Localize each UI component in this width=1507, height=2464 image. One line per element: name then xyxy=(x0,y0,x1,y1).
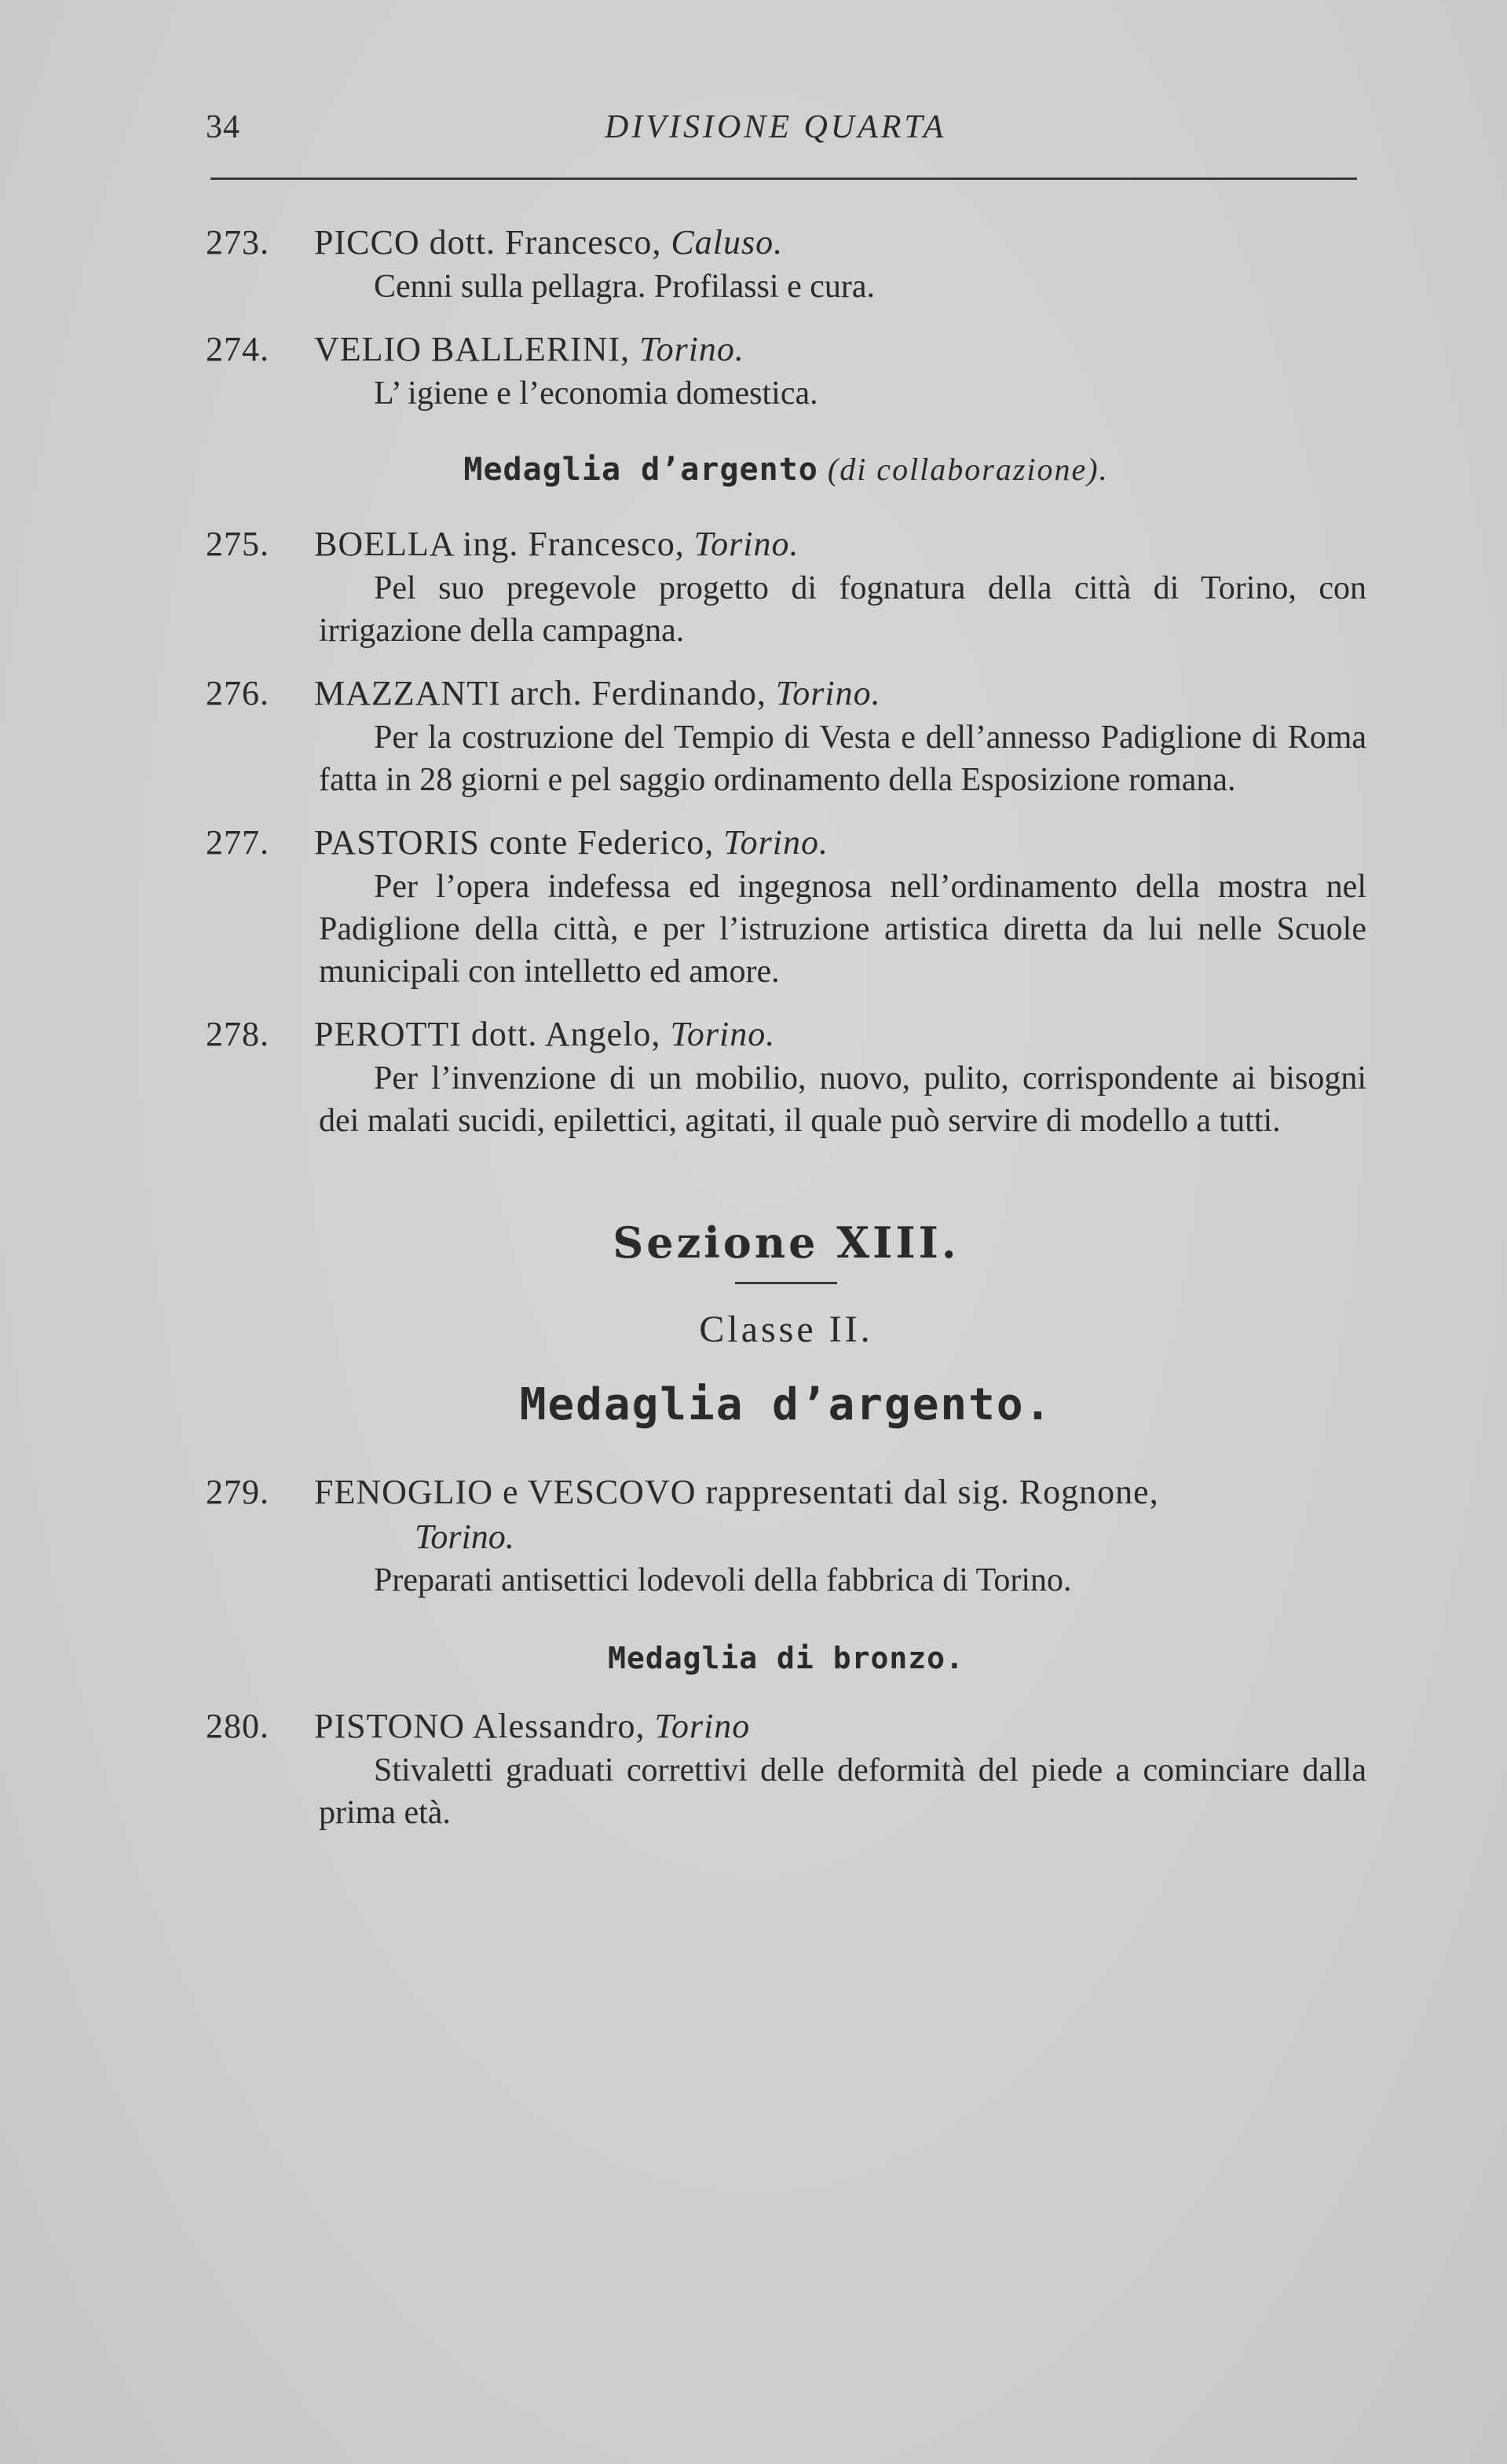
entry-name: FENOGLIO e VESCOVO rappresentati dal sig. Rognone, xyxy=(314,1473,1159,1511)
entry-description: Preparati antisettici lodevoli della fabbrica di Torino. xyxy=(374,1562,1072,1598)
entry-person: PICCO dott. Francesco, xyxy=(314,223,671,262)
entry-number: 279. xyxy=(206,1473,269,1511)
medal-bronze-heading: Medaglia di bronzo. xyxy=(608,1641,964,1675)
entry-275 xyxy=(206,522,1366,652)
entry-city: Torino. xyxy=(639,330,744,368)
entry-name xyxy=(314,1704,1366,1749)
entry-head xyxy=(206,1012,1366,1057)
page-content xyxy=(206,220,1366,1853)
entry-person: MAZZANTI arch. Ferdinando, xyxy=(314,674,776,712)
entry-name xyxy=(314,820,1366,866)
entry-280 xyxy=(206,1704,1366,1834)
page-header xyxy=(206,108,1360,156)
entry-city: Torino xyxy=(654,1707,751,1745)
entry-person: PEROTTI dott. Angelo, xyxy=(314,1015,671,1053)
entry-name xyxy=(314,327,1366,372)
entry-278 xyxy=(206,1012,1366,1142)
entry-name xyxy=(314,220,1366,265)
entry-number: 274. xyxy=(206,330,269,368)
medal-qualifier: (di collaborazione). xyxy=(827,452,1109,487)
entry-head xyxy=(206,820,1366,866)
entry-description: Per la costruzione del Tempio di Vesta e dell’annesso Padiglione di Roma fatta in 28 giorni e pel saggio ordinamento della Esposizione romana. xyxy=(319,719,1366,798)
entry-city: Torino. xyxy=(670,1015,776,1053)
entry-description: L’ igiene e l’economia domestica. xyxy=(374,375,818,412)
entry-description: Stivaletti graduati correttivi delle deformità del piede a cominciare dalla prima età. xyxy=(319,1752,1366,1831)
entry-274 xyxy=(206,327,1366,415)
entry-description: Per l’invenzione di un mobilio, nuovo, pulito, corrispondente ai bisogni dei malati sucidi, epilettici, agitati, il quale può servire di modello a tutti. xyxy=(319,1060,1366,1139)
entry-person: BOELLA ing. Francesco, xyxy=(314,525,694,563)
entry-city: Torino. xyxy=(723,823,829,862)
entry-head xyxy=(206,220,1366,265)
running-head: DIVISIONE QUARTA xyxy=(605,109,947,145)
entry-number: 273. xyxy=(206,223,269,262)
entry-description: Per l’opera indefessa ed ingegnosa nell’ordinamento della mostra nel Padiglione della città, e per l’istruzione artistica diretta da lui nelle Scuole municipali con intelletto ed amore. xyxy=(319,869,1366,990)
entry-city: Torino. xyxy=(775,674,881,712)
entry-description: Pel suo pregevole progetto di fognatura della città di Torino, con irrigazione della campagna. xyxy=(319,570,1366,649)
header-rule xyxy=(210,178,1357,180)
entry-number: 275. xyxy=(206,525,269,563)
entry-number: 276. xyxy=(206,674,269,712)
section-rule xyxy=(735,1282,837,1284)
entry-277 xyxy=(206,820,1366,993)
entry-276 xyxy=(206,671,1366,801)
medal-label: Medaglia d’argento xyxy=(463,452,818,488)
entry-city: Torino. xyxy=(693,525,799,563)
entry-number: 280. xyxy=(206,1707,269,1745)
entry-name xyxy=(314,671,1366,716)
entry-person: VELIO BALLERINI, xyxy=(314,330,640,368)
entry-person: PASTORIS conte Federico, xyxy=(314,823,724,862)
entry-person: PISTONO Alessandro, xyxy=(314,1707,655,1745)
section-title: Sezione XIII. xyxy=(613,1217,960,1268)
medal-silver-heading: Medaglia d’argento. xyxy=(519,1379,1053,1430)
entry-name xyxy=(314,1012,1366,1057)
entry-head xyxy=(206,671,1366,716)
page-number: 34 xyxy=(206,109,240,145)
entry-head xyxy=(206,522,1366,567)
entry-273 xyxy=(206,220,1366,308)
entry-city: Torino. xyxy=(415,1518,514,1556)
entry-city: Caluso. xyxy=(671,223,784,262)
entry-description: Cenni sulla pellagra. Profilassi e cura. xyxy=(374,269,875,305)
class-heading: Classe II. xyxy=(699,1309,873,1350)
entry-name xyxy=(314,522,1366,567)
entry-279 xyxy=(206,1470,1366,1602)
entry-head xyxy=(206,1470,1366,1515)
medal-collaboration-heading xyxy=(206,446,1366,493)
entry-number: 278. xyxy=(206,1015,269,1053)
entry-number: 277. xyxy=(206,823,269,862)
entry-head xyxy=(206,327,1366,372)
entry-head xyxy=(206,1704,1366,1749)
